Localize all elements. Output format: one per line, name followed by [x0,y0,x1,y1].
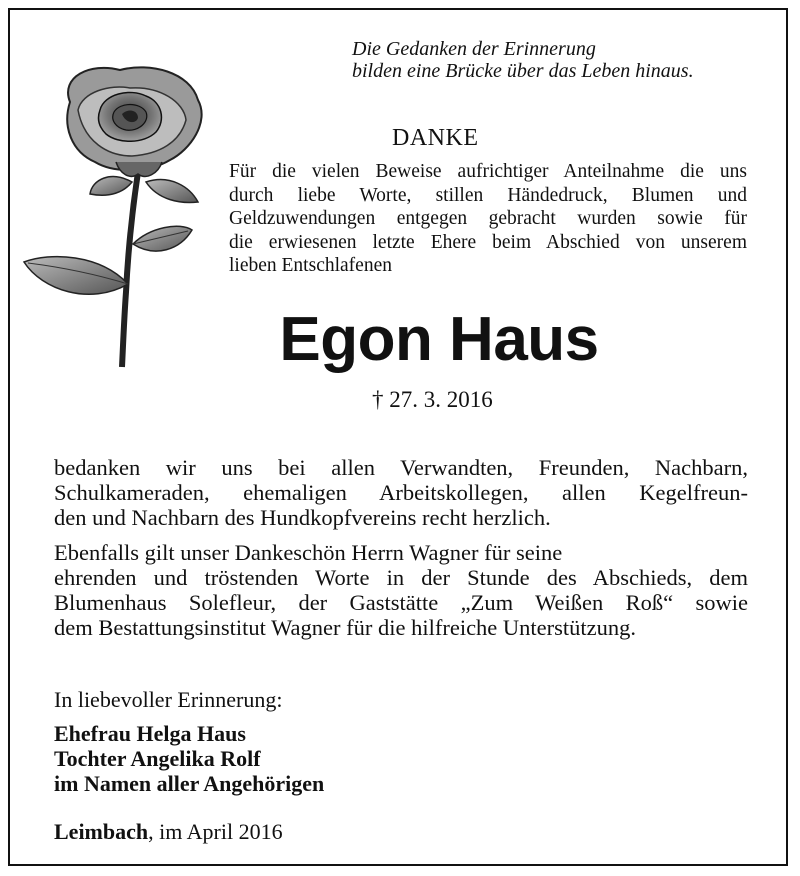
heading-danke: DANKE [392,125,479,151]
paragraph-line: Schulkameraden, ehemaligen Arbeitskollegen, allen Kegelfreun- [54,480,748,505]
place-date-text: , im April 2016 [148,819,283,844]
intro-text [229,160,747,278]
intro-line: lieben Entschlafenen [229,255,392,276]
death-date: † 27. 3. 2016 [372,387,493,412]
paragraph-line: ehrenden und tröstenden Worte in der Stunde des Abschieds, dem [54,565,748,590]
motto-line-1: Die Gedanken der Erinnerung [352,38,596,60]
motto [352,38,772,82]
intro-line: die erwiesenen letzte Ehere beim Abschied von unserem [229,231,747,253]
place-town: Leimbach [54,819,149,844]
deceased-name: Egon Haus [279,305,599,374]
motto-line-2: bilden eine Brücke über das Leben hinaus. [352,60,694,82]
intro-line: Geldzuwendungen entgegen gebracht wurden sowie für [229,208,747,229]
signers [54,721,324,796]
intro-line: Für die vielen Beweise aufrichtiger Anteilnahme die uns [229,161,747,182]
place-date [54,819,283,845]
paragraph-line: dem Bestattungsinstitut Wagner für die hilfreiche Unterstützung. [54,615,637,640]
paragraph-line: Ebenfalls gilt unser Dankeschön Herrn Wagner für seine [54,540,563,565]
signer: Ehefrau Helga Haus [54,721,246,746]
thanks-paragraph-1 [54,455,748,530]
thanks-paragraph-2 [54,540,748,640]
signer: im Namen aller Angehörigen [54,771,325,796]
paragraph-line: den und Nachbarn des Hundkopfvereins recht herzlich. [54,505,551,530]
intro-line: durch liebe Worte, stillen Händedruck, Blumen und [229,184,747,206]
closing-line: In liebevoller Erinnerung: [54,687,283,712]
paragraph-line: Blumenhaus Solefleur, der Gaststätte „Zum Weißen Roß“ sowie [54,590,748,615]
signer: Tochter Angelika Rolf [54,746,261,771]
paragraph-line: bedanken wir uns bei allen Verwandten, Freunden, Nachbarn, [54,455,748,480]
